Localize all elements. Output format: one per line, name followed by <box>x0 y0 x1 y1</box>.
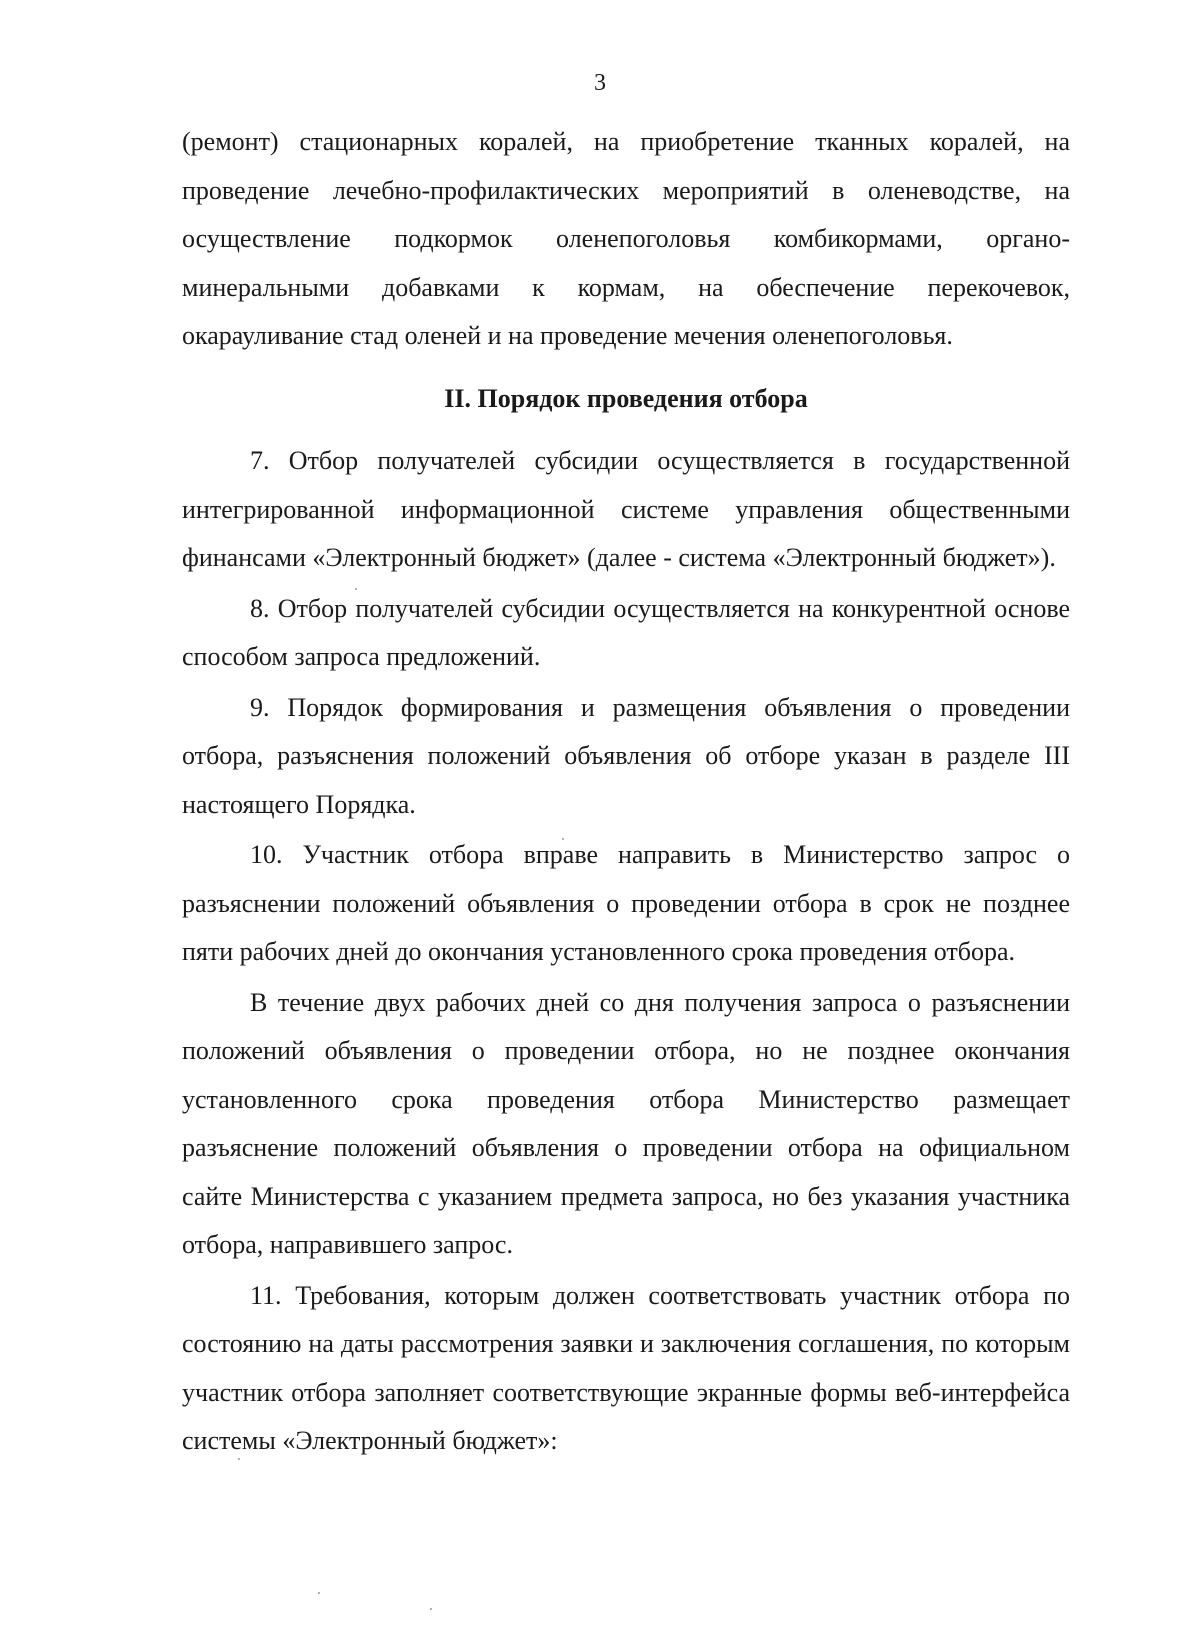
paragraph-10-continued: В течение двух рабочих дней со дня получения запроса о разъяснении положений объявления о проведении отбора, но не позднее окончания установленного срока проведения отбора Министерство размещает разъяснение положений объявления о проведении отбора на официальном сайте Министерства с указанием предмета запроса, но без указания участника отбора, направившего запрос. <box>182 987 1070 1259</box>
paragraph-8: 8. Отбор получателей субсидии осуществляется на конкурентной основе способом запроса предложений. <box>182 593 1070 671</box>
paragraph-7: 7. Отбор получателей субсидии осуществляется в государственной интегрированной информационной системе управления общественными финансами «Электронный бюджет» (далее - система «Электронный бюджет»). <box>182 446 1070 572</box>
scan-speck <box>562 838 564 840</box>
scan-speck <box>430 1608 432 1610</box>
paragraph-11: 11. Требования, которым должен соответствовать участник отбора по состоянию на даты рассмотрения заявки и заключения соглашения, по которым участник отбора заполняет соответствующие экранные формы веб-интерфейса системы «Электронный бюджет»: <box>182 1280 1070 1455</box>
scan-speck <box>318 1592 320 1594</box>
paragraph-10: 10. Участник отбора вправе направить в Министерство запрос о разъяснении положений объявления о проведении отбора в срок не позднее пяти рабочих дней до окончания установленного срока проведения отбора. <box>182 840 1070 966</box>
continuation-paragraph: (ремонт) стационарных коралей, на приобретение тканных коралей, на проведение лечебно-профилактических мероприятий в оленеводстве, на осуществление подкормок оленепоголовья комбикормами, органо-минеральными добавками к кормам, на обеспечение перекочевок, окарауливание стад оленей и на проведение мечения оленепоголовья. <box>182 127 1070 350</box>
paragraph-9: 9. Порядок формирования и размещения объявления о проведении отбора, разъяснения положений объявления об отборе указан в разделе III настоящего Порядка. <box>182 692 1070 819</box>
page-number: 3 <box>594 70 606 96</box>
scan-speck <box>355 588 357 590</box>
section-heading: II. Порядок проведения отбора <box>444 383 808 413</box>
document-body <box>182 118 1070 1466</box>
scan-speck <box>238 1458 240 1460</box>
